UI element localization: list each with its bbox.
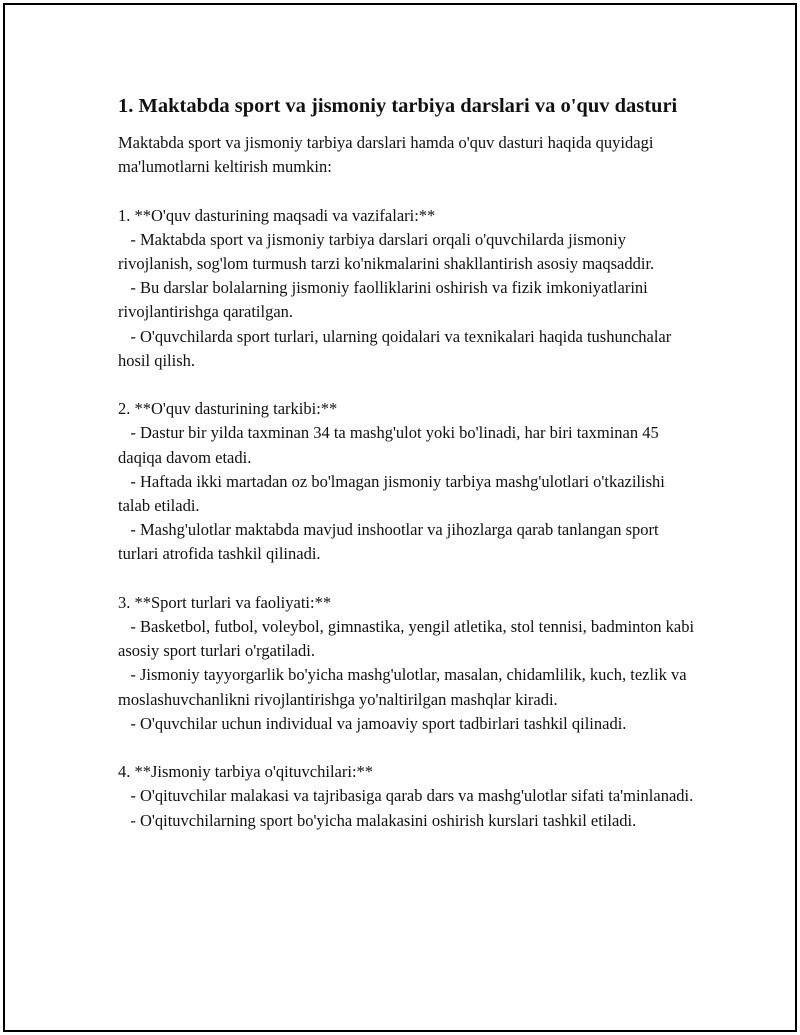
list-item: - Mashg'ulotlar maktabda mavjud inshootlar va jihozlarga qarab tanlangan sport turlari atrofida tashkil qilinadi. [118, 520, 663, 564]
list-item: - Maktabda sport va jismoniy tarbiya darslari orqali o'quvchilarda jismoniy rivojlanish, sog'lom turmush tarzi ko'nikmalarini shakllantirish asosiy maqsaddir. [118, 229, 655, 273]
section-goals [118, 204, 698, 373]
section-teachers [118, 760, 698, 833]
section-structure [118, 397, 698, 566]
section-heading: 2. **O'quv dasturining tarkibi:** [118, 399, 338, 419]
list-item: - Basketbol, futbol, voleybol, gimnastika, yengil atletika, stol tennisi, badminton kabi asosiy sport turlari o'rgatiladi. [118, 617, 699, 661]
list-item: - Haftada ikki martadan oz bo'lmagan jismoniy tarbiya mashg'ulotlari o'tkazilishi talab etiladi. [118, 471, 669, 516]
list-item: - O'quvchilarda sport turlari, ularning qoidalari va texnikalari haqida tushunchalar hosil qilish. [118, 326, 676, 370]
list-item: - O'qituvchilarning sport bo'yicha malakasini oshirish kurslari tashkil etiladi. [118, 810, 637, 830]
list-item: - O'qituvchilar malakasi va tajribasiga qarab dars va mashg'ulotlar sifati ta'minlanadi. [118, 786, 694, 806]
list-item: - Bu darslar bolalarning jismoniy faolliklarini oshirish va fizik imkoniyatlarini rivojlantirishga qaratilgan. [118, 278, 652, 322]
section-sports [118, 591, 698, 736]
document-body [118, 92, 698, 833]
section-heading: 1. **O'quv dasturining maqsadi va vazifalari:** [118, 205, 436, 225]
list-item: - Jismoniy tayyorgarlik bo'yicha mashg'ulotlar, masalan, chidamlilik, kuch, tezlik va moslashuvchanlikni rivojlantirishga yo'naltirilgan mashqlar kiradi. [118, 665, 691, 709]
list-item: - O'quvchilar uchun individual va jamoaviy sport tadbirlari tashkil qilinadi. [118, 713, 627, 733]
intro-paragraph: Maktabda sport va jismoniy tarbiya darslari hamda o'quv dasturi haqida quyidagi ma'lumotlarni keltirish mumkin: [118, 133, 654, 177]
section-heading: 3. **Sport turlari va faoliyati:** [118, 592, 332, 612]
document-title: 1. Maktabda sport va jismoniy tarbiya darslari va o'quv dasturi [118, 95, 678, 117]
list-item: - Dastur bir yilda taxminan 34 ta mashg'ulot yoki bo'linadi, har biri taxminan 45 daqiqa davom etadi. [118, 423, 663, 467]
section-heading: 4. **Jismoniy tarbiya o'qituvchilari:** [118, 762, 374, 782]
